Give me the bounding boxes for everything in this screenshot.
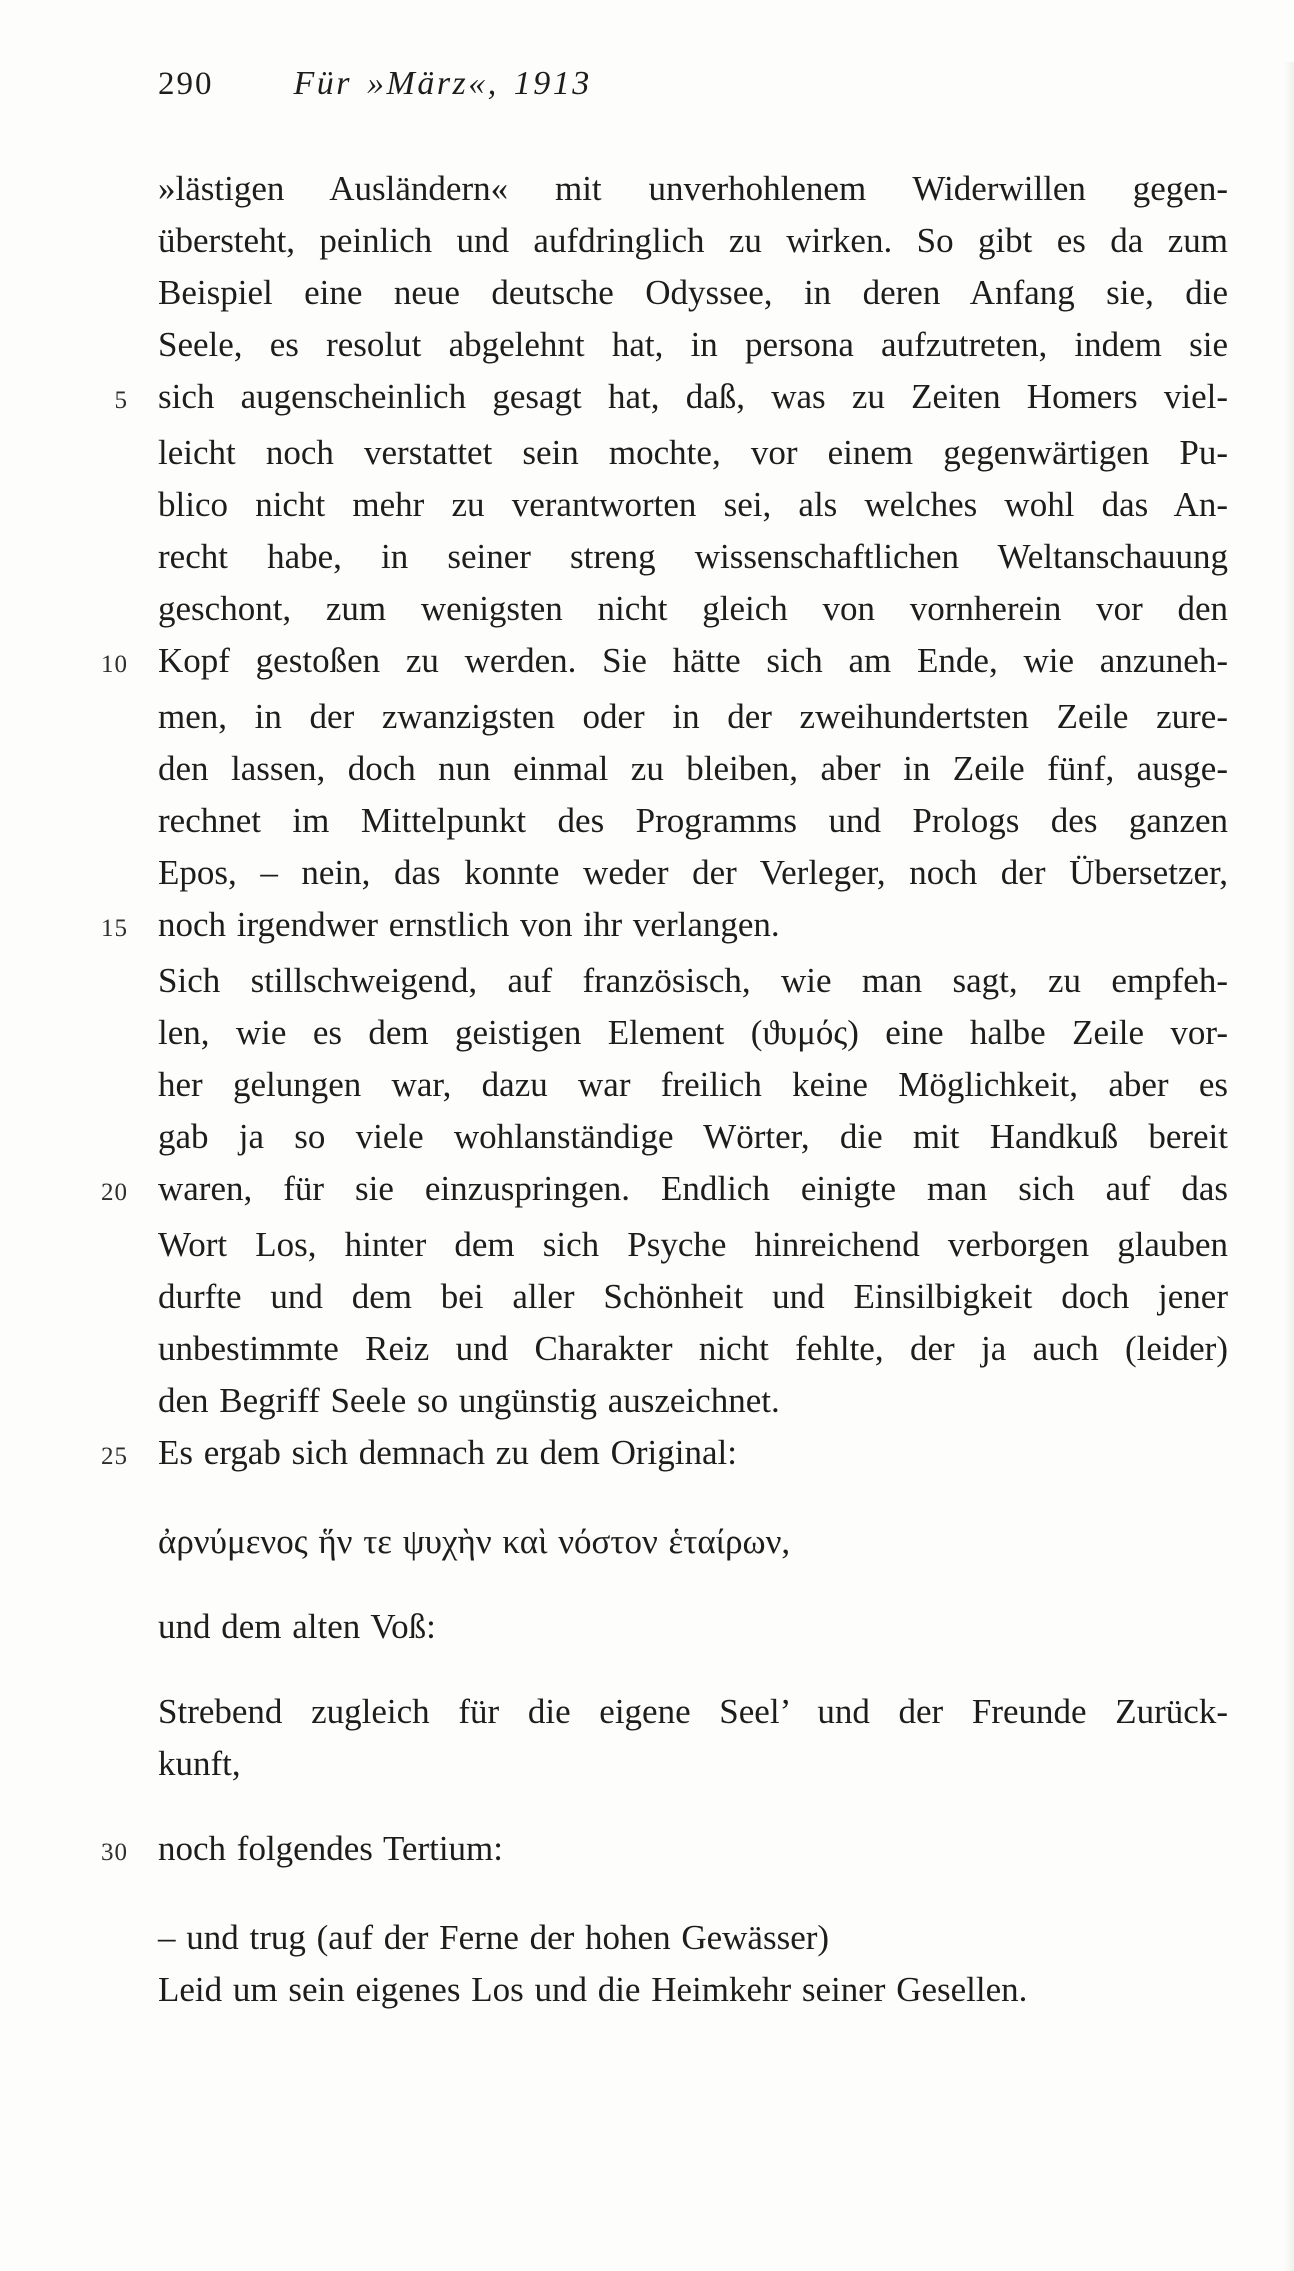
line-text: Seele, es resolut abgelehnt hat, in persona aufzutreten, indem sie [158, 325, 1228, 364]
book-page [0, 62, 1294, 2271]
line-text: unbestimmte Reiz und Charakter nicht fehlte, der ja auch (leider) [158, 1329, 1228, 1368]
text-line [0, 1007, 1294, 1059]
line-text: rechnet im Mittelpunkt des Programms und Prologs des ganzen [158, 801, 1228, 840]
text-line [0, 531, 1294, 583]
text-line [0, 1823, 1294, 1879]
text-line [0, 1686, 1294, 1738]
line-text: »lästigen Ausländern« mit unverhohlenem Widerwillen gegen- [158, 169, 1228, 208]
line-text: len, wie es dem geistigen Element (ϑυμός) eine halbe Zeile vor- [158, 1013, 1228, 1052]
line-text: Sich stillschweigend, auf französisch, wie man sagt, zu empfeh- [158, 961, 1228, 1000]
page-number: 290 [158, 66, 214, 102]
text-line [0, 319, 1294, 371]
text-line [0, 267, 1294, 319]
line-text: Leid um sein eigenes Los und die Heimkehr seiner Gesellen. [158, 1970, 1028, 2009]
text-line [0, 1738, 1294, 1790]
line-number: 15 [101, 915, 128, 942]
text-line [0, 1912, 1294, 1964]
text-line [0, 691, 1294, 743]
line-text: Strebend zugleich für die eigene Seel’ und der Freunde Zurück- [158, 1692, 1228, 1731]
line-text: Kopf gestoßen zu werden. Sie hätte sich am Ende, wie anzuneh- [158, 641, 1228, 680]
line-number: 5 [114, 387, 128, 414]
line-number: 10 [101, 651, 128, 678]
line-text: noch irgendwer ernstlich von ihr verlangen. [158, 905, 780, 944]
line-text: Es ergab sich demnach zu dem Original: [158, 1433, 737, 1472]
line-text: gab ja so viele wohlanständige Wörter, die mit Handkuß bereit [158, 1117, 1228, 1156]
text-line [0, 955, 1294, 1007]
text-line [0, 635, 1294, 691]
text-line [0, 899, 1294, 955]
text-line [0, 1219, 1294, 1271]
text-line [0, 1111, 1294, 1163]
line-text: und dem alten Voß: [158, 1607, 436, 1646]
line-text: den lassen, doch nun einmal zu bleiben, aber in Zeile fünf, ausge- [158, 749, 1228, 788]
line-number: 25 [101, 1443, 128, 1470]
text-line [0, 371, 1294, 427]
text-line [0, 1964, 1294, 2016]
line-text: ἀρνύμενος ἥν τε ψυχὴν καὶ νόστον ἑταίρων, [158, 1522, 791, 1561]
text-line [0, 743, 1294, 795]
text-line [0, 1601, 1294, 1653]
line-text: kunft, [158, 1744, 241, 1783]
line-text: übersteht, peinlich und aufdringlich zu wirken. So gibt es da zum [158, 221, 1228, 260]
line-text: Beispiel eine neue deutsche Odyssee, in deren Anfang sie, die [158, 273, 1228, 312]
line-text: den Begriff Seele so ungünstig auszeichnet. [158, 1381, 780, 1420]
line-text: blico nicht mehr zu verantworten sei, als welches wohl das An- [158, 485, 1228, 524]
text-line [0, 163, 1294, 215]
line-text: leicht noch verstattet sein mochte, vor einem gegenwärtigen Pu- [158, 433, 1228, 472]
line-text: – und trug (auf der Ferne der hohen Gewässer) [158, 1918, 830, 1957]
page-header [158, 62, 1294, 106]
text-line [0, 795, 1294, 847]
text-line [0, 1059, 1294, 1111]
line-text: sich augenscheinlich gesagt hat, daß, was zu Zeiten Homers viel- [158, 377, 1228, 416]
line-text: waren, für sie einzuspringen. Endlich einigte man sich auf das [158, 1169, 1228, 1208]
line-text: geschont, zum wenigsten nicht gleich von vornherein vor den [158, 589, 1228, 628]
running-title: Für »März«, 1913 [293, 65, 592, 102]
text-line [0, 1163, 1294, 1219]
text-line [0, 1271, 1294, 1323]
page-body [0, 163, 1294, 2016]
line-text: durfte und dem bei aller Schönheit und Einsilbigkeit doch jener [158, 1277, 1228, 1316]
text-line [0, 215, 1294, 267]
line-text: Wort Los, hinter dem sich Psyche hinreichend verborgen glauben [158, 1225, 1228, 1264]
line-number: 30 [101, 1839, 128, 1866]
text-line [0, 479, 1294, 531]
text-line [0, 427, 1294, 479]
greek-verse-line [0, 1516, 1294, 1568]
line-text: men, in der zwanzigsten oder in der zweihundertsten Zeile zure- [158, 697, 1228, 736]
text-line [0, 1323, 1294, 1375]
line-text: recht habe, in seiner streng wissenschaftlichen Weltanschauung [158, 537, 1228, 576]
line-text: her gelungen war, dazu war freilich keine Möglichkeit, aber es [158, 1065, 1228, 1104]
line-text: noch folgendes Tertium: [158, 1829, 503, 1868]
text-line [0, 1427, 1294, 1483]
text-line [0, 583, 1294, 635]
text-line [0, 1375, 1294, 1427]
line-text: Epos, – nein, das konnte weder der Verleger, noch der Übersetzer, [158, 853, 1228, 892]
line-number: 20 [101, 1179, 128, 1206]
text-line [0, 847, 1294, 899]
